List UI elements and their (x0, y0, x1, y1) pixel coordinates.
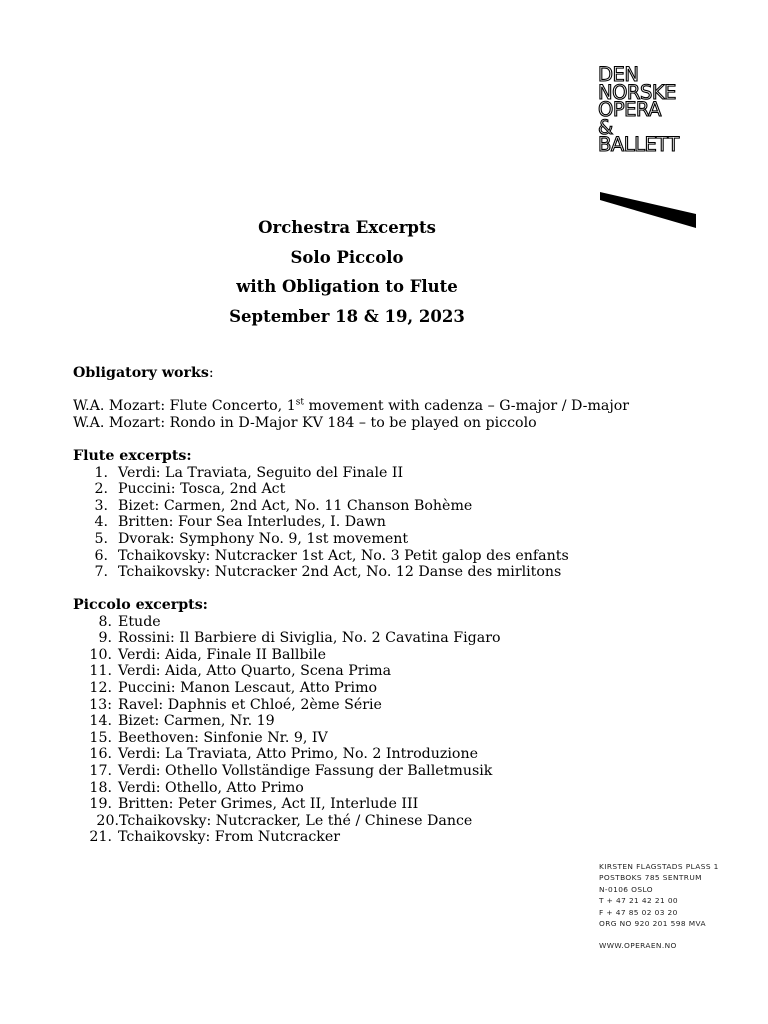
item-number: 6. (94, 547, 108, 564)
list-item (73, 746, 501, 763)
item-number: 13: (89, 696, 112, 713)
obligatory-works (73, 398, 629, 431)
item-number: 19. (89, 796, 112, 813)
footer-org-number: ORG NO 920 201 598 MVA (599, 919, 706, 929)
footer-address: KIRSTEN FLAGSTADS PLASS 1 (599, 862, 719, 871)
list-item (73, 465, 569, 482)
item-text: Verdi: Othello Vollständige Fassung der Balletmusik (118, 762, 493, 779)
list-item (73, 713, 501, 730)
list-item (73, 763, 501, 780)
item-number: 3. (94, 497, 108, 514)
list-item (73, 813, 501, 830)
item-number: 18. (89, 779, 112, 796)
obligatory-heading: Obligatory works (73, 365, 209, 381)
item-number: 21. (89, 829, 112, 846)
list-item (73, 564, 569, 581)
item-number: 4. (94, 514, 108, 531)
item-number: 5. (94, 530, 108, 547)
flute-heading: Flute excerpts: (73, 448, 192, 464)
item-text: Etude (118, 613, 161, 630)
logo-line: OPERA (598, 98, 662, 121)
list-item (73, 796, 501, 813)
piccolo-list (73, 614, 501, 846)
footer-fax: F + 47 85 02 03 20 (599, 907, 678, 917)
item-text: Beethoven: Sinfonie Nr. 9, IV (118, 729, 328, 746)
logo-line: BALLETT (598, 133, 679, 156)
logo-line: DEN (598, 63, 639, 86)
opera-logo (598, 63, 698, 156)
item-number: 8. (98, 613, 112, 630)
obligatory-work (73, 398, 629, 415)
item-text: Britten: Peter Grimes, Act II, Interlude III (118, 796, 419, 813)
item-text: Verdi: La Traviata, Atto Primo, No. 2 Introduzione (118, 746, 478, 763)
item-number: 1. (94, 464, 108, 481)
item-text: Puccini: Tosca, 2nd Act (118, 481, 286, 498)
item-number: 16. (89, 746, 112, 763)
item-text: Verdi: Aida, Atto Quarto, Scena Prima (118, 663, 392, 680)
item-text: Tchaikovsky: Nutcracker 2nd Act, No. 12 Danse des mirlitons (118, 564, 562, 581)
footer-website-link[interactable]: WWW.OPERAEN.NO (599, 941, 677, 951)
obligatory-colon: : (208, 365, 214, 381)
list-item (73, 481, 569, 498)
work-text: movement with cadenza – G-major / D-major (303, 398, 630, 414)
item-number: 12. (89, 679, 112, 696)
footer-phone: T + 47 21 42 21 00 (599, 896, 679, 906)
item-text: Verdi: Aida, Finale II Ballbile (118, 646, 327, 663)
piccolo-section (73, 597, 501, 846)
logo-line: & (598, 115, 613, 139)
item-text: Bizet: Carmen, Nr. 19 (118, 713, 275, 730)
item-text: Tchaikovsky: Nutcracker 1st Act, No. 3 Petit galop des enfants (118, 547, 569, 564)
work-text: W.A. Mozart: Flute Concerto, 1 (73, 398, 296, 414)
work-superscript: st (295, 397, 304, 408)
item-text: Britten: Four Sea Interludes, I. Dawn (118, 514, 386, 531)
title-line: with Obligation to Flute (236, 277, 458, 296)
item-text: Ravel: Daphnis et Chloé, 2ème Série (118, 696, 382, 713)
list-item (73, 780, 501, 797)
item-number: 14. (89, 713, 112, 730)
item-number: 7. (94, 564, 108, 581)
list-item (73, 697, 501, 714)
footer-contact (599, 861, 719, 952)
item-text: Verdi: La Traviata, Seguito del Finale II (118, 464, 404, 481)
item-text: Dvorak: Symphony No. 9, 1st movement (118, 530, 409, 547)
list-item (73, 630, 501, 647)
obligatory-work: W.A. Mozart: Rondo in D-Major KV 184 – to be played on piccolo (73, 414, 537, 431)
item-text: Puccini: Manon Lescaut, Atto Primo (118, 679, 378, 696)
document-title (0, 213, 694, 331)
item-text: Bizet: Carmen, 2nd Act, No. 11 Chanson Bohème (118, 497, 473, 514)
obligatory-heading-row (73, 365, 214, 382)
list-item (73, 514, 569, 531)
item-text: Tchaikovsky: From Nutcracker (118, 829, 341, 846)
title-line: Solo Piccolo (290, 247, 404, 267)
list-item (73, 498, 569, 515)
piccolo-heading: Piccolo excerpts: (73, 597, 208, 613)
item-number: 10. (89, 646, 112, 663)
title-line: September 18 & 19, 2023 (229, 306, 465, 326)
item-number: 17. (89, 762, 112, 779)
logo-line: NORSKE (598, 80, 676, 104)
flute-list (73, 465, 569, 581)
item-text: Rossini: Il Barbiere di Siviglia, No. 2 Cavatina Figaro (118, 630, 501, 647)
footer-address: POSTBOKS 785 SENTRUM (599, 873, 702, 883)
list-item (73, 663, 501, 680)
title-line: Orchestra Excerpts (258, 218, 436, 237)
list-item (73, 829, 501, 846)
list-item (73, 614, 501, 631)
item-text: Tchaikovsky: Nutcracker, Le thé / Chinese Dance (119, 812, 473, 829)
list-item (73, 531, 569, 548)
item-number: 11. (89, 663, 112, 680)
item-text: Verdi: Othello, Atto Primo (118, 779, 304, 796)
flute-section (73, 448, 569, 581)
item-number: 9. (98, 630, 112, 647)
list-item (73, 548, 569, 565)
list-item (73, 680, 501, 697)
list-item (73, 730, 501, 747)
list-item (73, 647, 501, 664)
footer-address: N-0106 OSLO (599, 884, 653, 894)
item-number: 2. (94, 481, 108, 498)
item-number: 20. (96, 812, 119, 829)
item-number: 15. (89, 729, 112, 746)
